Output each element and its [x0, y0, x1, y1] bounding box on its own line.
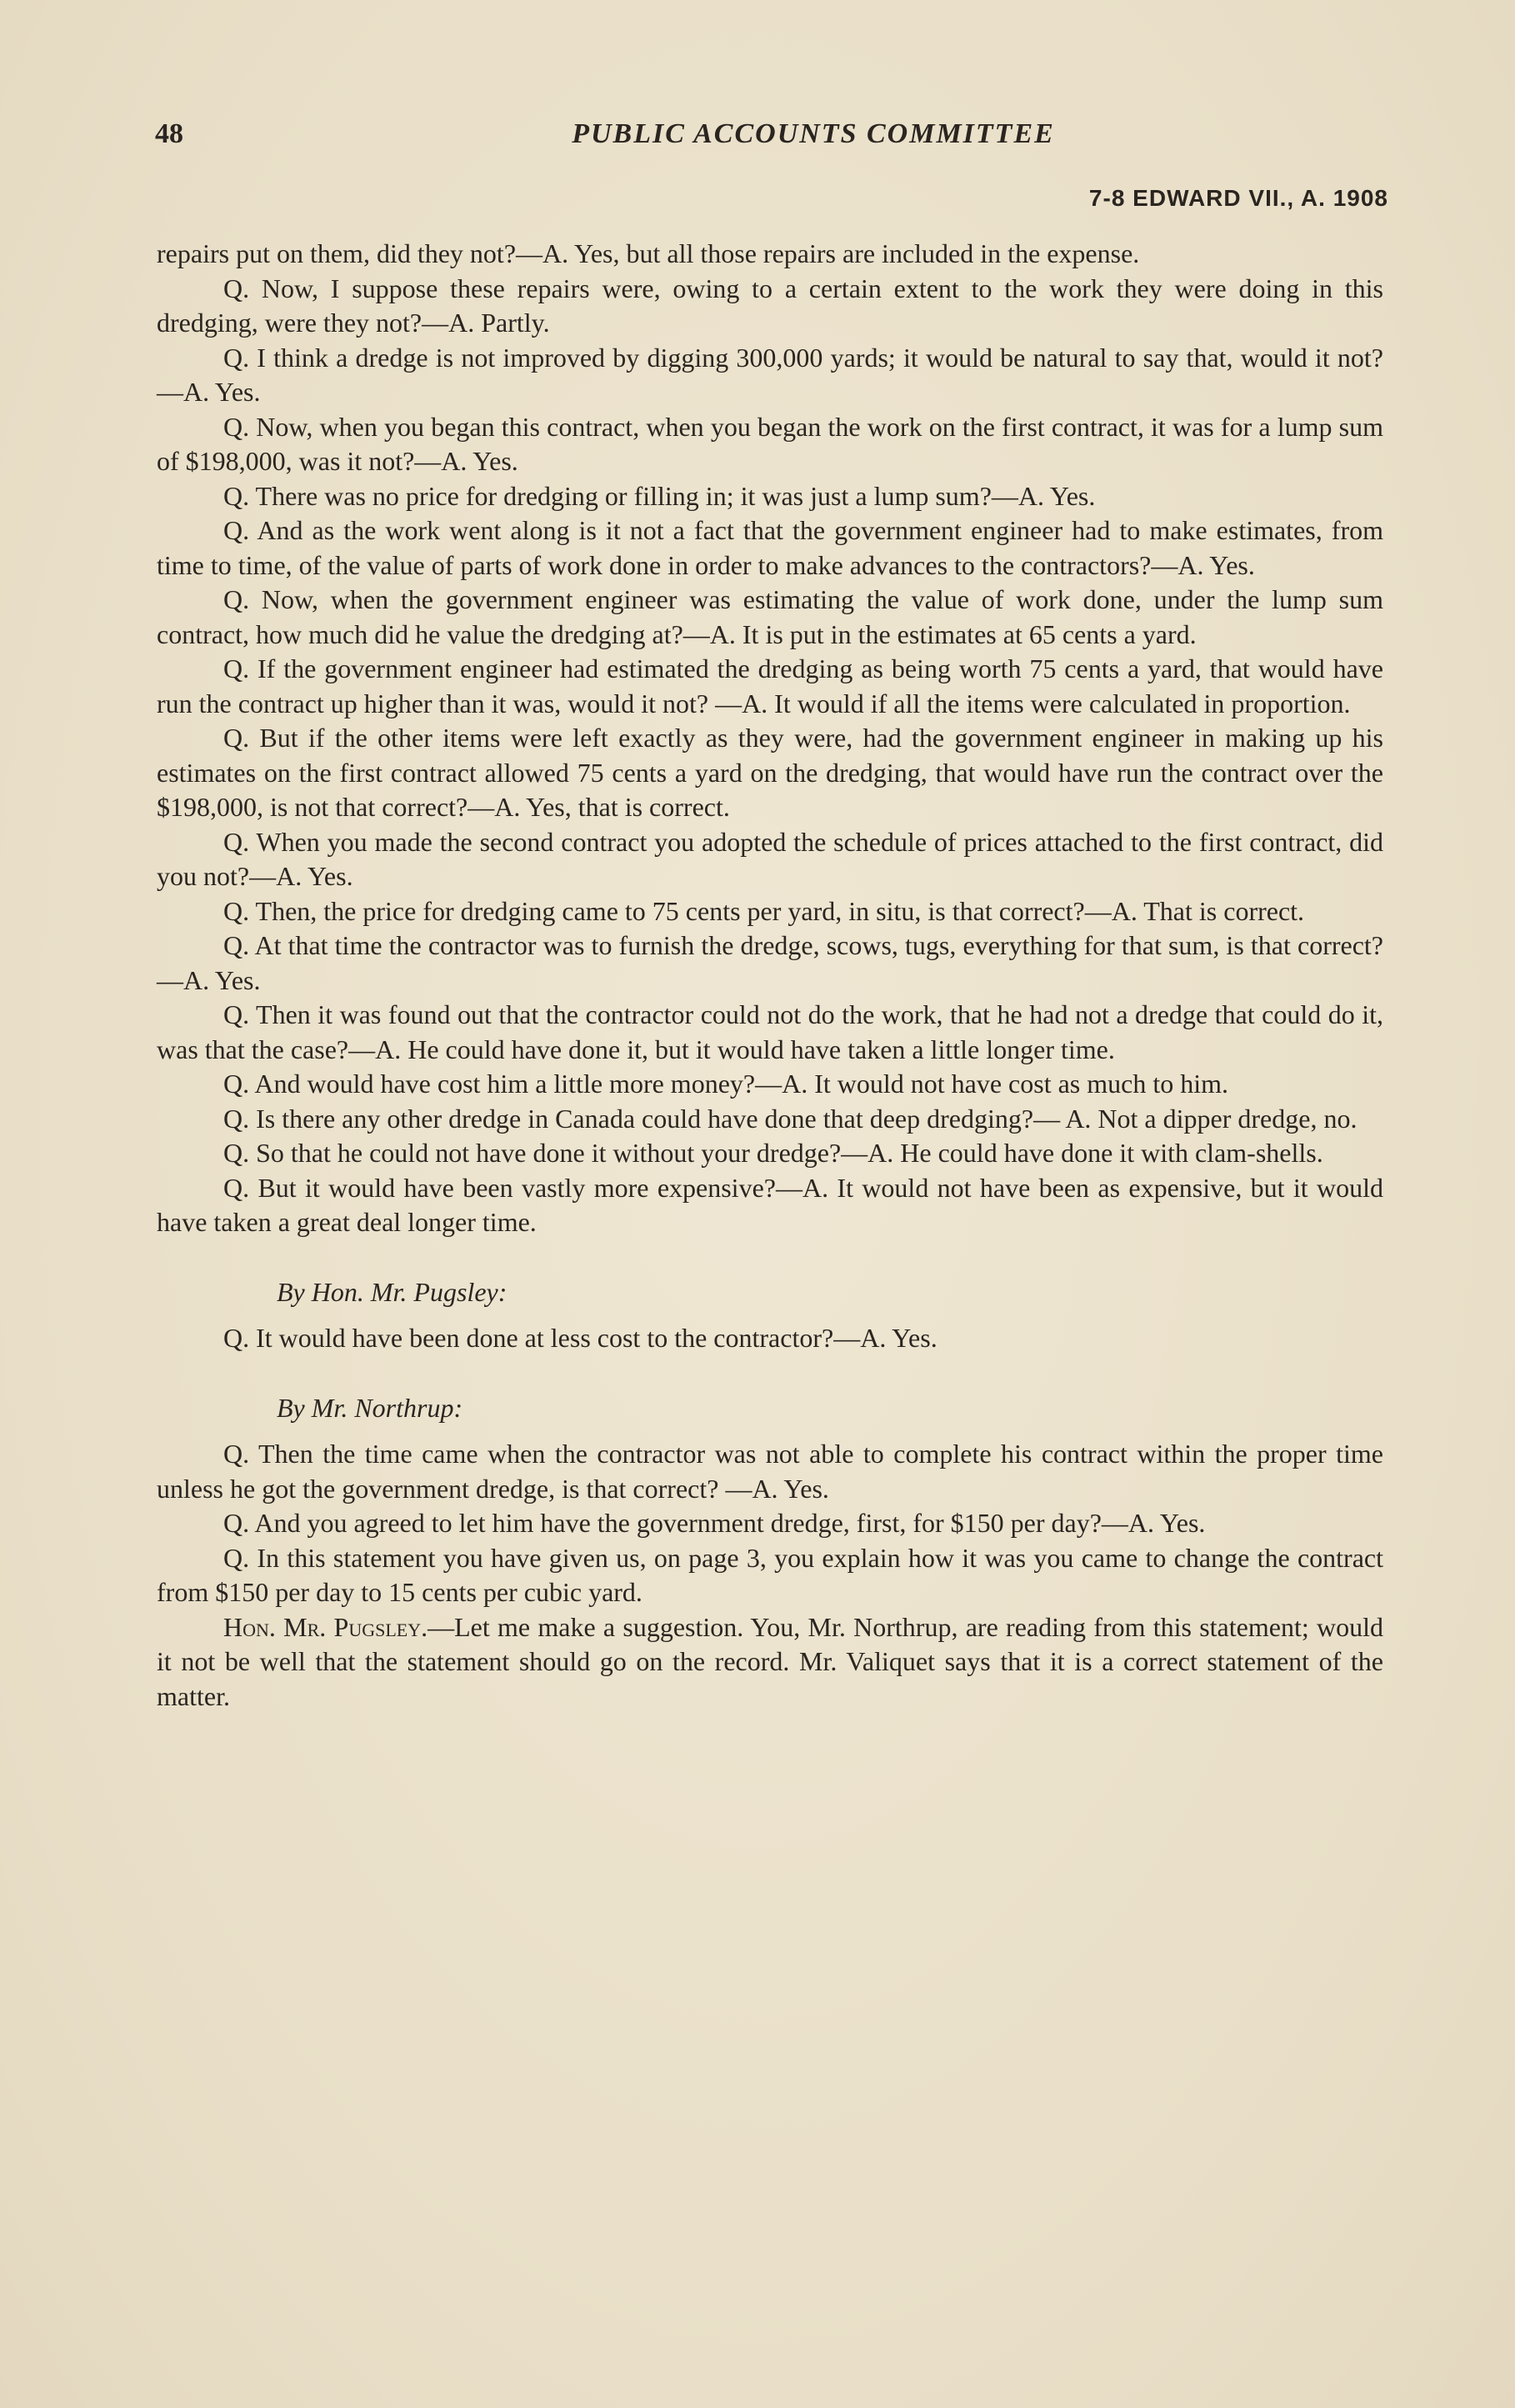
final-paragraph	[157, 1610, 1383, 1715]
paragraph: Q. And would have cost him a little more money?—A. It would not have cost as much to him.	[223, 1069, 1229, 1099]
paragraph: Q. Then it was found out that the contractor could not do the work, that he had not a dredge that could do it, was that the case?—A. He could have done it, but it would have taken a little longer time.	[157, 999, 1383, 1064]
paragraph: Q. Is there any other dredge in Canada could have done that deep dredging?— A. Not a dipper dredge, no.	[223, 1103, 1358, 1134]
page-number: 48	[155, 118, 183, 149]
paragraph: Q. If the government engineer had estimated the dredging as being worth 75 cents a yard, that would have run the contract up higher than it was, would it not? —A. It would if all the items were calculated in proportion.	[157, 653, 1383, 718]
paragraph: Q. Now, when you began this contract, when you began the work on the first contract, it was for a lump sum of $198,000, was it not?—A. Yes.	[157, 411, 1383, 476]
paragraph: Q. But if the other items were left exactly as they were, had the government engineer in making up his estimates on the first contract allowed 75 cents a yard on the dredging, that would have run the contract over the $198,000, is not that correct?—A. Yes, that is correct.	[157, 723, 1383, 822]
running-title: PUBLIC ACCOUNTS COMMITTEE	[572, 118, 1055, 149]
page-header	[155, 118, 1388, 168]
session-reference: 7-8 EDWARD VII., A. 1908	[1088, 185, 1388, 211]
speaker-heading: By Hon. Mr. Pugsley:	[277, 1276, 508, 1307]
paragraph: Q. Now, when the government engineer was estimating the value of work done, under the lump sum contract, how much did he value the dredging at?—A. It is put in the estimates at 65 cents a yard.	[157, 584, 1383, 649]
speaker-heading: By Mr. Northrup:	[277, 1392, 463, 1423]
paragraph: Q. Then, the price for dredging came to 75 cents per yard, in situ, is that correct?—A. That is correct.	[223, 895, 1305, 926]
paragraph: Q. It would have been done at less cost to the contractor?—A. Yes.	[223, 1323, 938, 1353]
paragraph: Q. At that time the contractor was to furnish the dredge, scows, tugs, everything for that sum, is that correct?—A. Yes.	[157, 930, 1383, 995]
speaker-remark: —Let me make a suggestion. You, Mr. Northrup, are reading from this statement; would it not be well that the statement should go on the record. Mr. Valiquet says that it is a correct statement of the matter.	[157, 1611, 1383, 1711]
paragraph: Q. In this statement you have given us, on page 3, you explain how it was you came to change the contract from $150 per day to 15 cents per cubic yard.	[157, 1542, 1383, 1607]
speaker-name: Hon. Mr. Pugsley.	[223, 1611, 428, 1642]
paragraph: Q. And as the work went along is it not a fact that the government engineer had to make estimates, from time to time, of the value of parts of work done in order to make advances to the contractors?—A. Yes.	[157, 515, 1383, 580]
paragraph: Q. There was no price for dredging or filling in; it was just a lump sum?—A. Yes.	[223, 480, 1096, 511]
document-body	[157, 237, 1383, 1714]
paragraph: Q. I think a dredge is not improved by digging 300,000 yards; it would be natural to say that, would it not?—A. Yes.	[157, 342, 1383, 407]
paragraph: Q. And you agreed to let him have the government dredge, first, for $150 per day?—A. Yes.	[223, 1508, 1206, 1538]
paragraph: Q. Now, I suppose these repairs were, owing to a certain extent to the work they were doing in this dredging, were they not?—A. Partly.	[157, 273, 1383, 338]
paragraph: Q. So that he could not have done it without your dredge?—A. He could have done it with clam-shells.	[223, 1138, 1323, 1168]
paragraph: Q. But it would have been vastly more expensive?—A. It would not have been as expensive, but it would have taken a great deal longer time.	[157, 1172, 1383, 1237]
paragraph: repairs put on them, did they not?—A. Yes, but all those repairs are included in the expense.	[157, 238, 1140, 268]
paragraph: Q. Then the time came when the contractor was not able to complete his contract within the proper time unless he got the government dredge, is that correct? —A. Yes.	[157, 1439, 1383, 1504]
paragraph: Q. When you made the second contract you adopted the schedule of prices attached to the first contract, did you not?—A. Yes.	[157, 826, 1383, 891]
